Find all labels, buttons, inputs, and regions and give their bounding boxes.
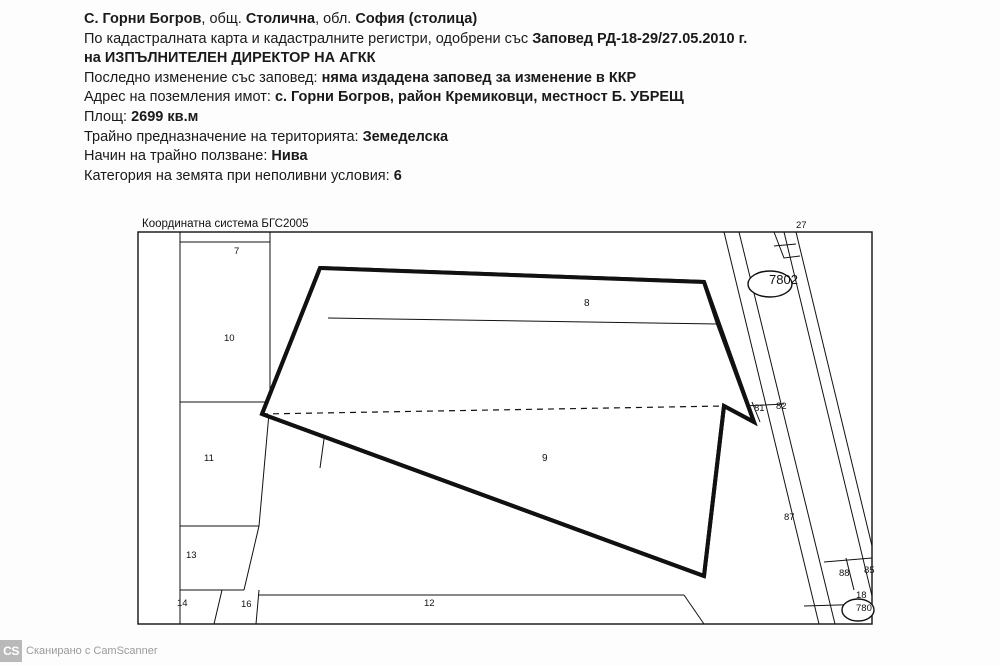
text-run-bold: на ИЗПЪЛНИТЕЛЕН ДИРЕКТОР НА АГКК xyxy=(84,50,376,67)
text-run-bold: няма издадена заповед за изменение в ККР xyxy=(321,69,637,86)
parcel-label-10: 10 xyxy=(224,333,235,344)
text-run-bold: Нива xyxy=(271,148,308,165)
parcel-label-87: 87 xyxy=(784,512,795,523)
text-run: , обл. xyxy=(315,11,356,27)
text-run: Категория на земята при неполивни условия: xyxy=(84,167,394,184)
text-line-usage-type xyxy=(84,147,964,167)
text-run: , общ. xyxy=(201,11,246,27)
text-run: Площ: xyxy=(84,108,132,125)
parcel-label-13: 13 xyxy=(186,550,197,561)
parcel-label-9: 9 xyxy=(542,453,548,464)
text-line-area xyxy=(84,108,964,128)
text-line-last-change xyxy=(84,69,964,89)
parcel-label-82: 82 xyxy=(776,401,787,412)
text-run-bold: Заповед РД-18-29/27.05.2010 г. xyxy=(532,30,748,47)
camscanner-badge: CS xyxy=(0,640,22,662)
property-description-text xyxy=(84,10,964,186)
text-run-bold: 2699 кв.м xyxy=(131,108,199,125)
text-run-bold: с. Горни Богров, район Кремиковци, местност Б. УБРЕЩ xyxy=(274,89,684,106)
text-run-bold: 6 xyxy=(393,167,402,184)
text-line-territory-purpose xyxy=(84,128,964,148)
text-run: Адрес на поземления имот: xyxy=(84,89,275,106)
coordinate-system-label: Координатна система БГС2005 xyxy=(142,218,309,230)
text-run: Последно изменение със заповед: xyxy=(84,69,322,86)
text-run: Трайно предназначение на територията: xyxy=(84,128,363,145)
text-line-location xyxy=(84,10,964,30)
parcel-label-14: 14 xyxy=(177,598,188,609)
parcel-label-88: 88 xyxy=(839,568,850,579)
map-drawing xyxy=(84,206,884,626)
parcel-label-27: 27 xyxy=(796,220,807,231)
text-line-address xyxy=(84,88,964,108)
parcel-label-81: 81 xyxy=(754,403,765,414)
text-run-bold: Столична xyxy=(245,11,316,27)
parcel-label-11: 11 xyxy=(204,453,214,464)
text-run: По кадастралната карта и кадастралните регистри, одобрени със xyxy=(84,30,533,47)
parcel-label-85: 85 xyxy=(864,565,875,576)
parcel-label-8: 8 xyxy=(584,298,590,309)
text-run-bold: Горни Богров xyxy=(102,11,202,27)
text-run-bold: София (столица) xyxy=(355,11,478,27)
parcel-label-12: 12 xyxy=(424,598,435,609)
text-line-land-category xyxy=(84,167,964,187)
parcel-label-7802: 7802 xyxy=(769,272,798,287)
camscanner-text: Сканирано с CamScanner xyxy=(26,645,158,657)
text-line-executive-director xyxy=(84,49,964,69)
parcel-label-780: 780 xyxy=(856,603,872,614)
text-line-cadastral-map xyxy=(84,30,964,50)
cadastral-map xyxy=(84,206,884,626)
parcel-label-16: 16 xyxy=(241,599,252,610)
text-run: Начин на трайно ползване: xyxy=(84,148,272,165)
text-run-bold: Земеделска xyxy=(362,128,449,145)
text-run-bold: С. xyxy=(84,11,103,27)
parcel-label-18: 18 xyxy=(856,590,867,601)
parcel-label-7: 7 xyxy=(234,246,240,257)
